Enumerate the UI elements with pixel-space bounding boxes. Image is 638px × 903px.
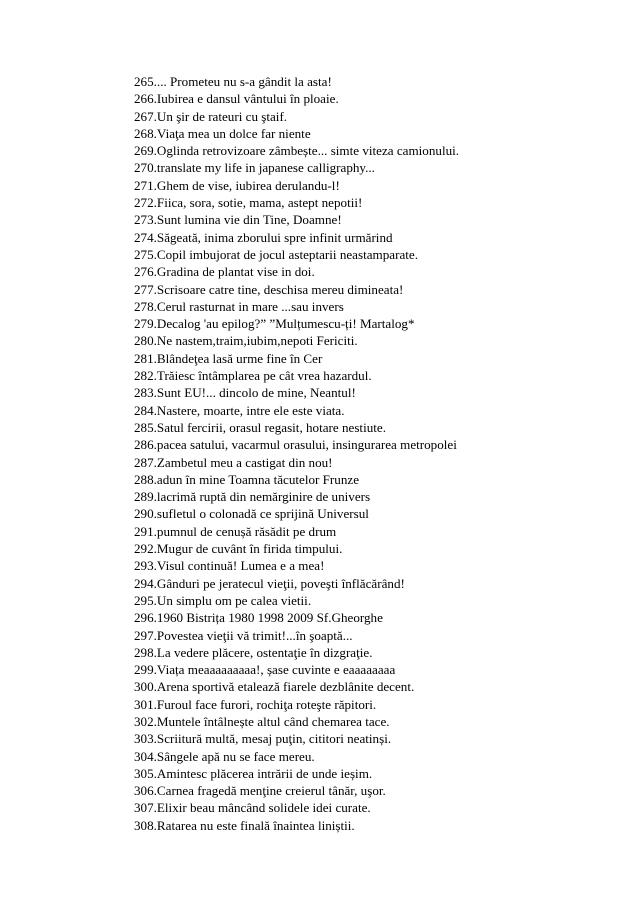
list-item: 284.Nastere, moarte, intre ele este viata. xyxy=(134,402,345,418)
list-item: 279.Decalog 'au epilog?” ”Mulțumescu-ți! Martalog* xyxy=(134,316,415,332)
list-item: 295.Un simplu om pe calea vietii. xyxy=(134,592,312,608)
list-item: 285.Satul fercirii, orasul regasit, hotare nestiute. xyxy=(134,419,386,435)
list-item: 286.pacea satului, vacarmul orasului, insingurarea metropolei xyxy=(134,437,457,453)
list-item: 287.Zambetul meu a castigat din nou! xyxy=(134,454,333,470)
list-item: 269.Oglinda retrovizoare zâmbește... simte viteza camionului. xyxy=(134,143,460,159)
list-item: 290.sufletul o colonadă ce sprijină Universul xyxy=(134,506,369,522)
list-item: 274.Săgeată, inima zborului spre infinit urmărind xyxy=(134,229,393,245)
list-item: 297.Povestea vieţii vă trimit!...în şoaptă... xyxy=(134,627,353,643)
list-item: 268.Viaţa mea un dolce far niente xyxy=(134,125,311,141)
list-item: 270.translate my life in japanese calligraphy... xyxy=(134,160,375,176)
list-item: 301.Furoul face furori, rochiţa roteşte răpitori. xyxy=(134,696,377,712)
numbered-lines-list xyxy=(134,73,624,834)
list-item: 265.... Prometeu nu s-a gândit la asta! xyxy=(134,74,332,89)
list-item: 272.Fiica, sora, sotie, mama, astept nepotii! xyxy=(134,195,363,211)
list-item: 298.La vedere plăcere, ostentaţie în dizgraţie. xyxy=(134,644,373,660)
list-item: 276.Gradina de plantat vise in doi. xyxy=(134,264,315,280)
list-item: 299.Viața meaaaaaaaaa!, șase cuvinte e eaaaaaaaa xyxy=(134,662,396,678)
list-item: 308.Ratarea nu este finală înaintea liniștii. xyxy=(134,817,355,833)
list-item: 275.Copil imbujorat de jocul asteptarii neastamparate. xyxy=(134,246,418,262)
list-item: 271.Ghem de vise, iubirea derulandu-l! xyxy=(134,177,340,193)
list-item: 280.Ne nastem,traim,iubim,nepoti Fericiti. xyxy=(134,333,358,349)
list-item: 305.Amintesc plăcerea intrării de unde ieșim. xyxy=(134,765,373,781)
list-item: 296.1960 Bistrița 1980 1998 2009 Sf.Gheorghe xyxy=(134,610,383,626)
list-item: 292.Mugur de cuvânt în firida timpului. xyxy=(134,541,343,557)
list-item: 277.Scrisoare catre tine, deschisa mereu dimineata! xyxy=(134,281,404,297)
list-item: 307.Elixir beau mâncând solidele idei curate. xyxy=(134,800,371,816)
list-item: 282.Trăiesc întâmplarea pe cât vrea hazardul. xyxy=(134,368,372,384)
list-item: 306.Carnea fragedă menţine creierul tânăr, uşor. xyxy=(134,783,386,799)
list-item: 293.Visul continuă! Lumea e a mea! xyxy=(134,558,325,574)
list-item: 289.lacrimă ruptă din nemărginire de univers xyxy=(134,489,371,505)
list-item: 288.adun în mine Toamna tăcutelor Frunze xyxy=(134,471,360,487)
list-item: 273.Sunt lumina vie din Tine, Doamne! xyxy=(134,212,342,228)
list-item: 283.Sunt EU!... dincolo de mine, Neantul! xyxy=(134,385,356,401)
list-item: 267.Un şir de rateuri cu ştaif. xyxy=(134,108,288,124)
list-item: 266.Iubirea e dansul vântului în ploaie. xyxy=(134,91,339,107)
list-item: 291.pumnul de cenușă răsădit pe drum xyxy=(134,523,337,539)
list-item: 304.Sângele apă nu se face mereu. xyxy=(134,748,315,764)
list-item: 302.Muntele întâlnește altul când chemarea tace. xyxy=(134,713,390,729)
list-item: 303.Scriitură multă, mesaj puţin, cititori neatinși. xyxy=(134,731,392,747)
list-item: 281.Blândeţea lasă urme fine în Cer xyxy=(134,350,323,366)
list-item: 278.Cerul rasturnat in mare ...sau invers xyxy=(134,298,344,314)
list-item: 294.Gânduri pe jeratecul vieţii, poveşti înflăcărând! xyxy=(134,575,405,591)
list-item: 300.Arena sportivă etalează fiarele dezblânite decent. xyxy=(134,679,415,695)
